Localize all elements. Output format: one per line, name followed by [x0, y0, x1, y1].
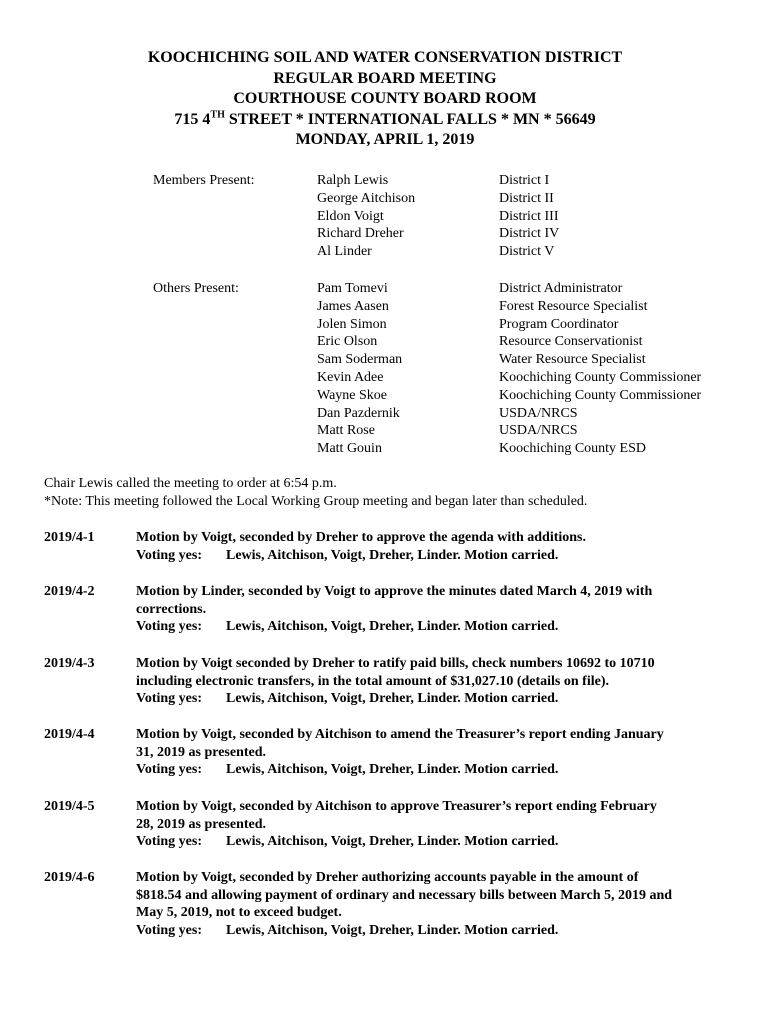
- header-org: KOOCHICHING SOIL AND WATER CONSERVATION DISTRICT: [147, 49, 623, 66]
- other-role: District Administrator: [499, 281, 623, 296]
- member-name: George Aitchison: [317, 190, 416, 206]
- vote-label: Voting yes:: [136, 619, 202, 635]
- other-name: Jolen Simon: [317, 316, 387, 332]
- call-to-order-text: Chair Lewis called the meeting to order at 6:54 p.m.: [44, 476, 337, 491]
- motion-vote: [136, 761, 726, 779]
- motion-vote: [136, 618, 726, 636]
- motion-number: 2019/4-6: [44, 870, 95, 885]
- motion-vote: [136, 690, 726, 708]
- motion-number: 2019/4-5: [44, 799, 95, 814]
- other-name: Pam Tomevi: [317, 281, 388, 296]
- motion-text-line: Motion by Voigt, seconded by Aitchison to amend the Treasurer’s report ending January: [136, 727, 664, 742]
- other-name: Matt Rose: [317, 423, 375, 439]
- motion-text-line: including electronic transfers, in the total amount of $31,027.10 (details on file).: [136, 673, 609, 689]
- motion-number: 2019/4-4: [44, 727, 95, 742]
- motion-body: [136, 655, 726, 708]
- other-name: Kevin Adee: [317, 369, 384, 385]
- other-name: Matt Gouin: [317, 441, 382, 457]
- others-roles: [499, 280, 759, 458]
- motion-body: [136, 798, 726, 851]
- motion-vote: [136, 547, 726, 565]
- motion-vote: [136, 922, 726, 940]
- motion-text-line: May 5, 2019, not to exceed budget.: [136, 905, 342, 921]
- vote-result: Lewis, Aitchison, Voigt, Dreher, Linder. Motion carried.: [226, 619, 559, 635]
- members-present-section: [153, 172, 753, 264]
- member-name: Richard Dreher: [317, 226, 404, 242]
- vote-result: Lewis, Aitchison, Voigt, Dreher, Linder. Motion carried.: [226, 762, 559, 778]
- header-meeting-type: REGULAR BOARD MEETING: [273, 69, 497, 87]
- other-role: Resource Conservationist: [499, 334, 643, 350]
- motion-body: [136, 726, 726, 779]
- member-role: District II: [499, 190, 554, 206]
- other-role: Koochiching County Commissioner: [499, 369, 702, 385]
- member-role: District IV: [499, 226, 560, 242]
- member-name: Al Linder: [317, 244, 372, 260]
- member-role: District V: [499, 244, 555, 260]
- motion-vote: [136, 833, 726, 851]
- vote-label: Voting yes:: [136, 922, 202, 938]
- members-names: [317, 172, 497, 261]
- member-role: District III: [499, 208, 559, 224]
- header-address-street: STREET * INTERNATIONAL FALLS * MN * 56649: [224, 110, 596, 128]
- members-present-label: Members Present:: [153, 173, 255, 188]
- header-address-number: 715 4: [174, 110, 211, 128]
- other-role: Program Coordinator: [499, 316, 619, 332]
- member-role: District I: [499, 173, 550, 188]
- others-names: [317, 280, 497, 458]
- motion-text-line: corrections.: [136, 601, 207, 617]
- header-address: [0, 110, 770, 131]
- motion-text-line: Motion by Voigt, seconded by Dreher to approve the agenda with additions.: [136, 530, 586, 545]
- motion-number: 2019/4-2: [44, 584, 95, 599]
- member-name: Ralph Lewis: [317, 173, 389, 188]
- vote-result: Lewis, Aitchison, Voigt, Dreher, Linder. Motion carried.: [226, 547, 559, 563]
- motion-text-line: 28, 2019 as presented.: [136, 816, 267, 832]
- header-location: COURTHOUSE COUNTY BOARD ROOM: [233, 90, 537, 107]
- motion-body: [136, 869, 726, 939]
- other-role: Forest Resource Specialist: [499, 298, 648, 314]
- vote-label: Voting yes:: [136, 834, 202, 850]
- vote-label: Voting yes:: [136, 762, 202, 778]
- other-role: Water Resource Specialist: [499, 352, 646, 368]
- motion-number: 2019/4-1: [44, 530, 95, 545]
- motion-text-line: Motion by Voigt seconded by Dreher to ratify paid bills, check numbers 10692 to 10710: [136, 656, 655, 671]
- other-name: James Aasen: [317, 298, 389, 314]
- other-name: Wayne Skoe: [317, 387, 388, 403]
- schedule-note-text: *Note: This meeting followed the Local Working Group meeting and began later than scheduled.: [44, 494, 588, 509]
- motion-text-line: $818.54 and allowing payment of ordinary and necessary bills between March 5, 2019 and: [136, 887, 673, 903]
- members-roles: [499, 172, 759, 261]
- vote-label: Voting yes:: [136, 547, 202, 563]
- other-role: Koochiching County Commissioner: [499, 387, 702, 403]
- member-name: Eldon Voigt: [317, 208, 384, 224]
- motion-text-line: Motion by Voigt, seconded by Aitchison to approve Treasurer’s report ending February: [136, 799, 657, 814]
- vote-label: Voting yes:: [136, 691, 202, 707]
- header-date: MONDAY, APRIL 1, 2019: [295, 131, 475, 148]
- other-name: Dan Pazdernik: [317, 405, 400, 421]
- motion-body: [136, 529, 726, 564]
- meeting-notes: [44, 475, 744, 511]
- others-present-label: Others Present:: [153, 281, 239, 296]
- motion-text-line: Motion by Voigt, seconded by Dreher authorizing accounts payable in the amount of: [136, 870, 639, 885]
- vote-result: Lewis, Aitchison, Voigt, Dreher, Linder. Motion carried.: [226, 691, 559, 707]
- other-name: Sam Soderman: [317, 352, 403, 368]
- motion-body: [136, 583, 726, 636]
- header-address-suffix: TH: [210, 109, 225, 121]
- motion-text-line: Motion by Linder, seconded by Voigt to approve the minutes dated March 4, 2019 with: [136, 584, 653, 599]
- motion-number: 2019/4-3: [44, 656, 95, 671]
- other-name: Eric Olson: [317, 334, 378, 350]
- other-role: Koochiching County ESD: [499, 441, 646, 457]
- vote-result: Lewis, Aitchison, Voigt, Dreher, Linder. Motion carried.: [226, 922, 559, 938]
- other-role: USDA/NRCS: [499, 405, 578, 421]
- document-header: [0, 48, 770, 151]
- other-role: USDA/NRCS: [499, 423, 578, 439]
- vote-result: Lewis, Aitchison, Voigt, Dreher, Linder. Motion carried.: [226, 834, 559, 850]
- others-present-section: [153, 280, 753, 462]
- motion-text-line: 31, 2019 as presented.: [136, 744, 267, 760]
